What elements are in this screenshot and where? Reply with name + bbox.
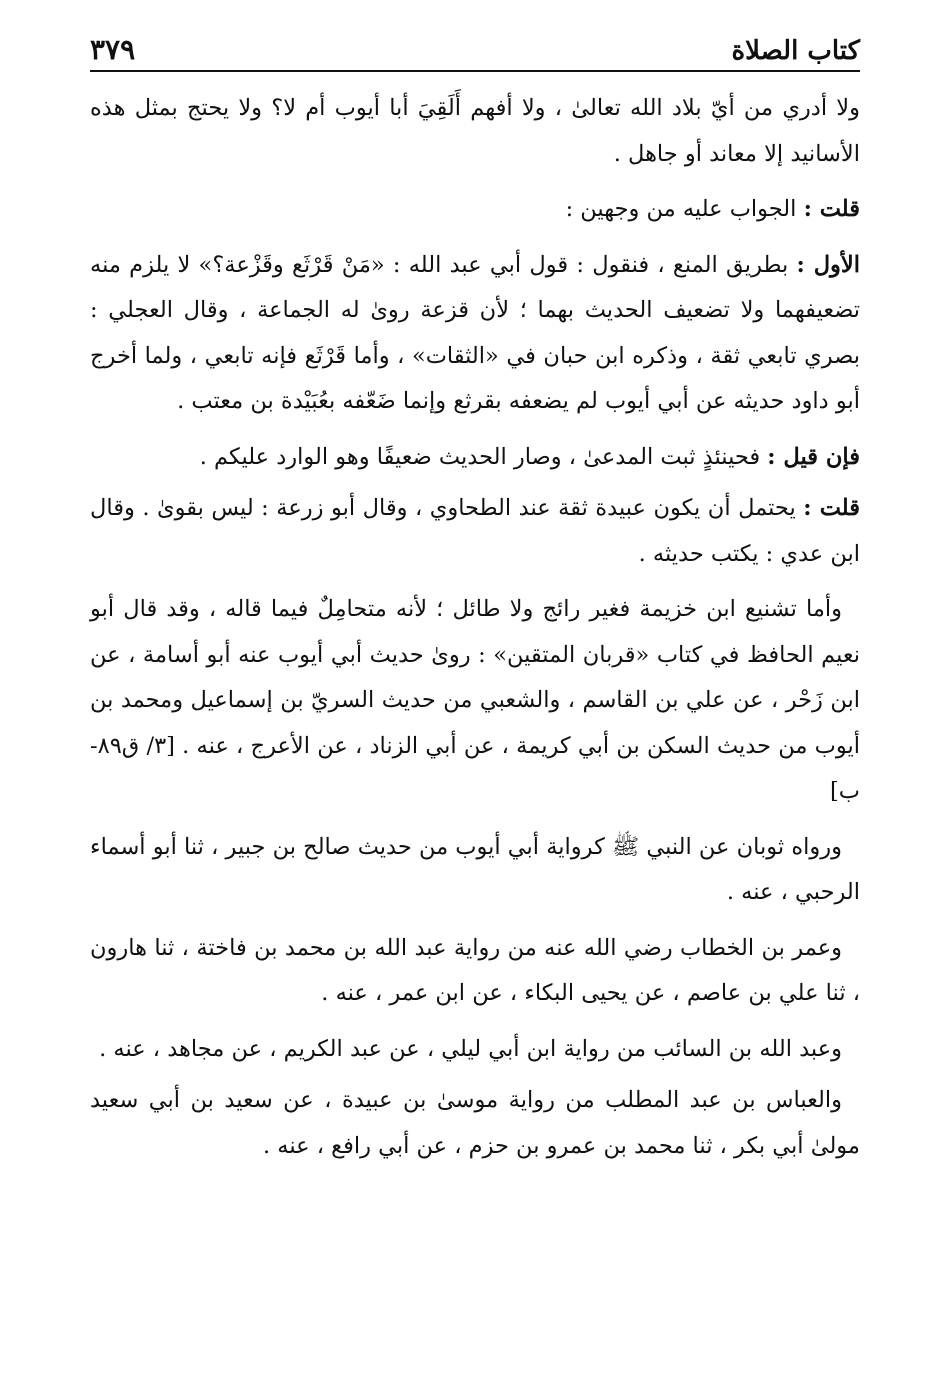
paragraph-lead: قلت : xyxy=(803,196,860,222)
paragraph-text: وأما تشنيع ابن خزيمة فغير رائج ولا طائل ؛ لأنه متحامِلٌ فيما قاله ، وقد قال أبو نعيم الحافظ في كتاب «قربان المتقين» : روىٰ حديث أبي أيوب عنه أبو أسامة ، عن ابن زَحْر ، عن علي بن القاسم ، والشعبي من حديث السريّ بن إسماعيل ومحمد بن أيوب من حديث السكن بن أبي كريمة ، عن أبي الزناد ، عن الأعرج ، عنه . [٣/ ق٨٩-ب] xyxy=(90,596,860,804)
paragraph-text: وعبد الله بن السائب من رواية ابن أبي ليلي ، عن عبد الكريم ، عن مجاهد ، عنه . xyxy=(99,1035,842,1062)
paragraph xyxy=(90,926,860,1017)
page-number: ٣٧٩ xyxy=(90,33,136,66)
paragraph xyxy=(90,825,860,916)
paragraph-text: الجواب عليه من وجهين : xyxy=(565,196,804,222)
running-header xyxy=(90,22,860,72)
paragraph-text: يحتمل أن يكون عبيدة ثقة عند الطحاوي ، وقال أبو زرعة : ليس بقوىٰ . وقال ابن عدي : يكتب حديثه . xyxy=(90,495,860,567)
paragraph-lead: قلت : xyxy=(803,495,860,521)
paragraph-lead: الأول : xyxy=(796,251,861,278)
paragraph xyxy=(90,86,860,177)
paragraph xyxy=(90,243,860,425)
paragraph xyxy=(90,187,860,233)
paragraph xyxy=(90,1078,860,1169)
book-page xyxy=(90,22,860,1179)
paragraph-text: ولا أدري من أيّ بلاد الله تعالىٰ ، ولا أفهم أَلَقِيَ أبا أيوب أم لا؟ ولا يحتج بمثل هذه الأسانيد إلا معاند أو جاهل . xyxy=(90,95,860,167)
header-title: كتاب الصلاة xyxy=(731,36,860,66)
paragraph-lead: فإن قيل : xyxy=(767,443,860,470)
page-body xyxy=(90,86,860,1169)
paragraph xyxy=(90,587,860,815)
paragraph-text: وعمر بن الخطاب رضي الله عنه من رواية عبد الله بن محمد بن فاختة ، ثنا هارون ، ثنا علي بن عاصم ، عن يحيى البكاء ، عن ابن عمر ، عنه . xyxy=(90,934,860,1006)
paragraph-text: ورواه ثوبان عن النبي ﷺ كرواية أبي أيوب من حديث صالح بن جبير ، ثنا أبو أسماء الرحبي ، عنه . xyxy=(90,833,860,905)
paragraph xyxy=(90,486,860,577)
paragraph-text: والعباس بن عبد المطلب من رواية موسىٰ بن عبيدة ، عن سعيد بن أبي سعيد مولىٰ أبي بكر ، ثنا محمد بن عمرو بن حزم ، عن أبي رافع ، عنه . xyxy=(90,1087,860,1159)
paragraph-text: فحينئذٍ ثبت المدعىٰ ، وصار الحديث ضعيفًا وهو الوارد عليكم . xyxy=(199,443,768,470)
paragraph xyxy=(90,435,860,481)
paragraph-text: بطريق المنع ، فنقول : قول أبي عبد الله : «مَنْ قَرْثَع وقَزْعة؟» لا يلزم منه تضعيفهما ولا تضعيف الحديث بهما ؛ لأن قزعة روىٰ له الجماعة ، وقال العجلي : بصري تابعي ثقة ، وذكره ابن حبان في «الثقات» ، وأما قَرْثَع فإنه تابعي ، ولما أخرج أبو داود حديثه عن أبي أيوب لم يضعفه بقرثع وإنما ضَعّفه بعُبَيْدة بن معتب . xyxy=(90,251,860,414)
paragraph xyxy=(90,1027,860,1073)
